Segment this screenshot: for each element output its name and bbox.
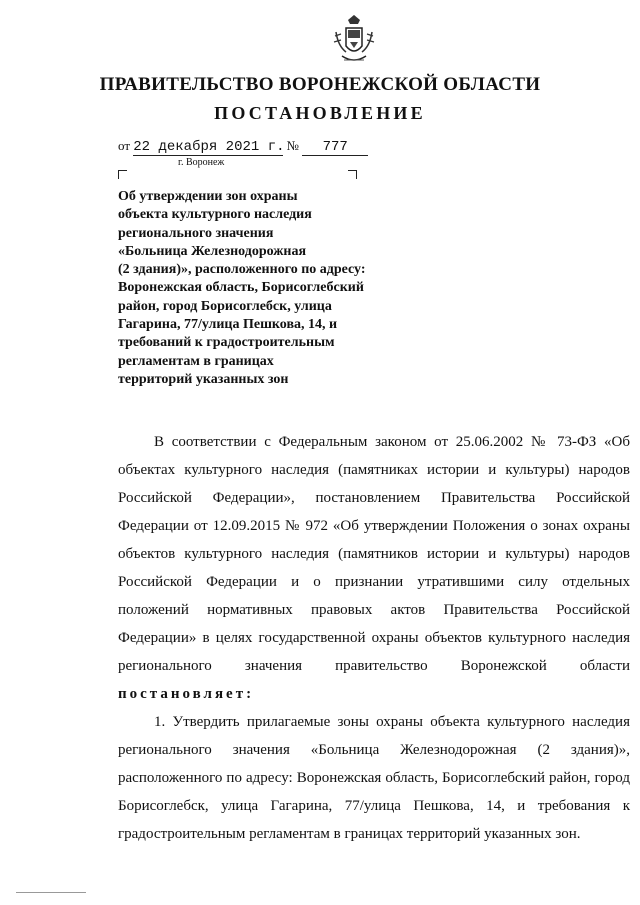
right-corner-mark bbox=[348, 170, 357, 179]
preamble-text: В соответствии с Федеральным законом от 25.06.2002 № 73-ФЗ «Об объектах культурного наследия (памятниках истории и культуры) народов Российской Федерации», постановлением Правительства Российской Федерации от 12.09.2015 № 972 «Об утверждении Положения о зонах охраны объектов культурного наследия (памятников истории и культуры) народов Российской Федерации и о признании утратившими силу отдельных положений нормативных правовых актов Правительства Российской Федерации» в целях государственной охраны объектов культурного наследия регионального значения правительство Воронежской области bbox=[118, 434, 630, 674]
subject-line: территорий указанных зон bbox=[118, 371, 289, 387]
subject-line: регионального значения bbox=[118, 225, 274, 241]
document-type-title: ПОСТАНОВЛЕНИЕ bbox=[214, 103, 426, 123]
subject-line: Воронежская область, Борисоглебский bbox=[118, 280, 364, 296]
left-corner-mark bbox=[118, 170, 127, 179]
subject-line: регламентам в границах bbox=[118, 353, 274, 369]
document-date: 22 декабря 2021 г. bbox=[133, 139, 285, 155]
subject-line: требований к градостроительным bbox=[118, 335, 335, 351]
page-footer-line bbox=[16, 892, 86, 893]
subject-line: Об утверждении зон охраны bbox=[118, 189, 298, 204]
city-label: г. Воронеж bbox=[178, 157, 225, 168]
subject-line: (2 здания)», расположенного по адресу: bbox=[118, 262, 366, 278]
preamble-paragraph bbox=[118, 428, 630, 708]
document-subject bbox=[118, 188, 418, 389]
subject-line: «Больница Железнодорожная bbox=[118, 243, 307, 259]
subject-line: Гагарина, 77/улица Пешкова, 14, и bbox=[118, 317, 338, 333]
coat-of-arms-icon bbox=[332, 12, 376, 70]
government-title: ПРАВИТЕЛЬСТВО ВОРОНЕЖСКОЙ ОБЛАСТИ bbox=[99, 74, 541, 95]
dateline bbox=[118, 138, 368, 156]
date-prefix: от bbox=[118, 138, 131, 153]
number-label: № bbox=[286, 138, 299, 153]
subject-line: район, город Борисоглебск, улица bbox=[118, 298, 332, 314]
item-1-paragraph: 1. Утвердить прилагаемые зоны охраны объекта культурного наследия регионального значения «Больница Железнодорожная (2 здания)», расположенного по адресу: Воронежская область, Борисоглебский район, город Борисоглебск, улица Гагарина, 77/улица Пешкова, 14, и требования к градостроительным регламентам в границах территорий указанных зон. bbox=[118, 714, 630, 842]
subject-line: объекта культурного наследия bbox=[118, 207, 312, 223]
document-body bbox=[118, 428, 630, 848]
decree-word: постановляет: bbox=[118, 686, 255, 702]
document-number: 777 bbox=[322, 139, 348, 155]
